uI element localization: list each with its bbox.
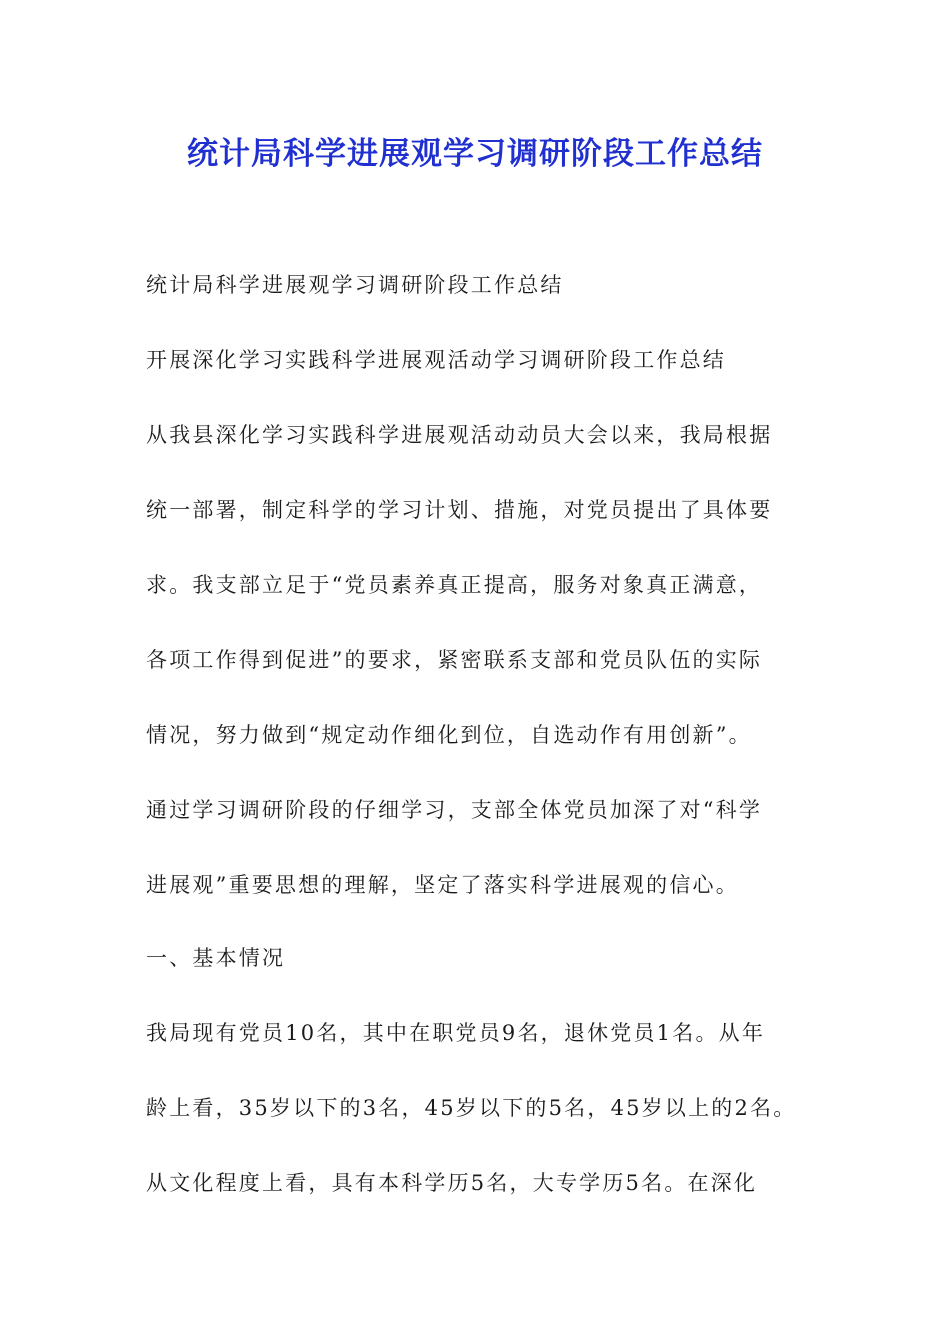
paragraph-line: 龄上看，35岁以下的3名，45岁以下的5名，45岁以上的2名。 — [146, 1096, 797, 1120]
paragraph-line: 通过学习调研阶段的仔细学习，支部全体党员加深了对“科学 — [146, 798, 763, 822]
activity-heading-line: 开展深化学习实践科学进展观活动学习调研阶段工作总结 — [146, 348, 726, 372]
section-heading-line: 一、基本情况 — [146, 946, 286, 970]
paragraph-line: 从文化程度上看，具有本科学历5名，大专学历5名。在深化 — [146, 1171, 758, 1195]
paragraph-line: 求。我支部立足于“党员素养真正提高，服务对象真正满意， — [146, 573, 763, 597]
paragraph-line: 从我县深化学习实践科学进展观活动动员大会以来，我局根据 — [146, 423, 773, 447]
document-title: 统计局科学进展观学习调研阶段工作总结 — [187, 136, 763, 172]
paragraph-line: 统一部署，制定科学的学习计划、措施，对党员提出了具体要 — [146, 498, 773, 522]
subtitle-line: 统计局科学进展观学习调研阶段工作总结 — [146, 273, 564, 297]
paragraph-line: 我局现有党员10名，其中在职党员9名，退休党员1名。从年 — [146, 1021, 766, 1045]
paragraph-line: 进展观”重要思想的理解，坚定了落实科学进展观的信心。 — [146, 873, 739, 897]
paragraph-line: 情况，努力做到“规定动作细化到位，自选动作有用创新”。 — [146, 723, 752, 747]
paragraph-line: 各项工作得到促进”的要求，紧密联系支部和党员队伍的实际 — [146, 648, 763, 672]
